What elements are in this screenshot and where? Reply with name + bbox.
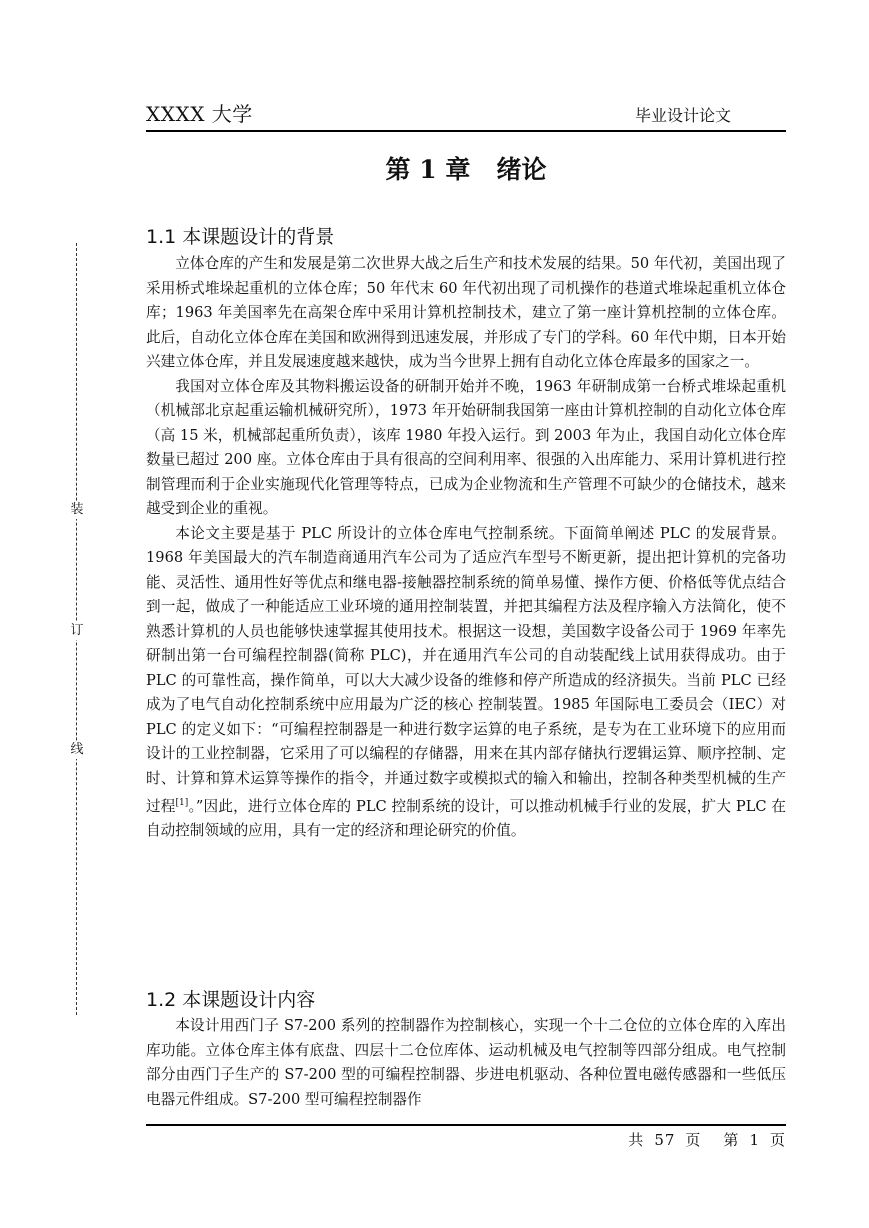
paragraph <box>146 522 786 844</box>
footer-total-pages: 57 <box>654 1131 676 1149</box>
footer-current-page: 1 <box>749 1131 760 1149</box>
page-footer <box>618 1129 786 1150</box>
header-university: XXXX 大学 <box>146 102 253 126</box>
paragraph: 立体仓库的产生和发展是第二次世界大战之后生产和技术发展的结果。50 年代初，美国出现了采用桥式堆垛起重机的立体仓库；50 年代末 60 年代初出现了司机操作的巷道式堆垛起重机立体仓库；1963 年美国率先在高架仓库中采用计算机控制技术，建立了第一座计算机控制的立体仓库。此后，自动化立体仓库在美国和欧洲得到迅速发展，并形成了专门的学科。60 年代中期，日本开始兴建立体仓库，并且发展速度越来越快，成为当今世界上拥有自动化立体仓库最多的国家之一。 <box>146 255 786 370</box>
binding-mark-xian: 线 <box>70 742 84 757</box>
paragraph-text-continued: 因此，进行立体仓库的 PLC 控制系统的设计，可以推动机械手行业的发展，扩大 PLC 在自动控制领域的应用，具有一定的经济和理论研究的价值。 <box>146 797 786 840</box>
citation-mark: [1] <box>175 798 189 808</box>
chapter-title: 第 1 章 绪论 <box>385 155 547 184</box>
footer-rule <box>146 1124 786 1126</box>
footer-total-label: 共 <box>628 1131 645 1149</box>
header-doc-type: 毕业设计论文 <box>634 106 731 125</box>
binding-mark-ding: 订 <box>70 623 84 638</box>
section-body-1-1 <box>146 252 786 844</box>
footer-current-label: 第 <box>723 1131 740 1149</box>
paragraph: 本设计用西门子 S7-200 系列的控制器作为控制核心，实现一个十二仓位的立体仓库的入库出库功能。立体仓库主体有底盘、四层十二仓位库体、运动机械及电气控制等四部分组成。电气控制部分由西门子生产的 S7-200 型的可编程控制器、步进电机驱动、各种位置电磁传感器和一些低压电器元件组成。S7-200 型可编程控制器作 <box>146 1017 786 1108</box>
section-body-1-2 <box>146 1014 786 1112</box>
section-heading-1-2: 1.2 本课题设计内容 <box>146 989 316 1011</box>
binding-mark-zhuang: 装 <box>70 502 84 517</box>
paragraph-text: 本论文主要是基于 PLC 所设计的立体仓库电气控制系统。下面简单阐述 PLC 的发展背景。1968 年美国最大的汽车制造商通用汽车公司为了适应汽车型号不断更新，提出把计算机的完备功能、灵活性、通用性好等优点和继电器-接触器控制系统的简单易懂、操作方便、价格低等优点结合到一起，做成了一种能适应工业环境的通用控制装置，并把其编程方法及程序输入方法简化，使不熟悉计算机的人员也能够快速掌握其使用技术。根据这一设想，美国数字设备公司于 1969 年率先研制出第一台可编程控制器(简称 PLC)，并在通用汽车公司的自动装配线上试用获得成功。由于 PLC 的可靠性高，操作简单，可以大大减少设备的维修和停产所造成的经济损失。当前 PLC 已经成为了电气自动化控制系统中应用最为广泛的核心 控制装置。1985 年国际电工委员会（IEC）对 PLC 的定义如下：“可编程控制器是一种进行数字运算的电子系统，是专为在工业环境下的应用而设计的工业控制器，它采用了可以编程的存储器，用来在其内部存储执行逻辑运算、顺序控制、定时、计算和算术运算等操作的指令，并通过数字或模拟式的输入和输出，控制各种类型机械的生产过程 <box>146 524 786 815</box>
paragraph: 我国对立体仓库及其物料搬运设备的研制开始并不晚，1963 年研制成第一台桥式堆垛起重机（机械部北京起重运输机械研究所），1973 年开始研制我国第一座由计算机控制的自动化立体仓库（高 15 米，机械部起重所负责），该库 1980 年投入运行。到 2003 年为止，我国自动化立体仓库数量已超过 200 座。立体仓库由于具有很高的空间利用率、很强的入出库能力、采用计算机进行控制管理而利于企业实施现代化管理等特点，已成为企业物流和生产管理不可缺少的仓储技术，越来越受到企业的重视。 <box>146 377 786 517</box>
footer-page-label: 页 <box>685 1131 702 1149</box>
quote-close: 。” <box>188 797 204 815</box>
section-heading-1-1: 1.1 本课题设计的背景 <box>146 226 335 248</box>
header-rule <box>146 130 786 132</box>
footer-current-suffix: 页 <box>769 1131 786 1149</box>
